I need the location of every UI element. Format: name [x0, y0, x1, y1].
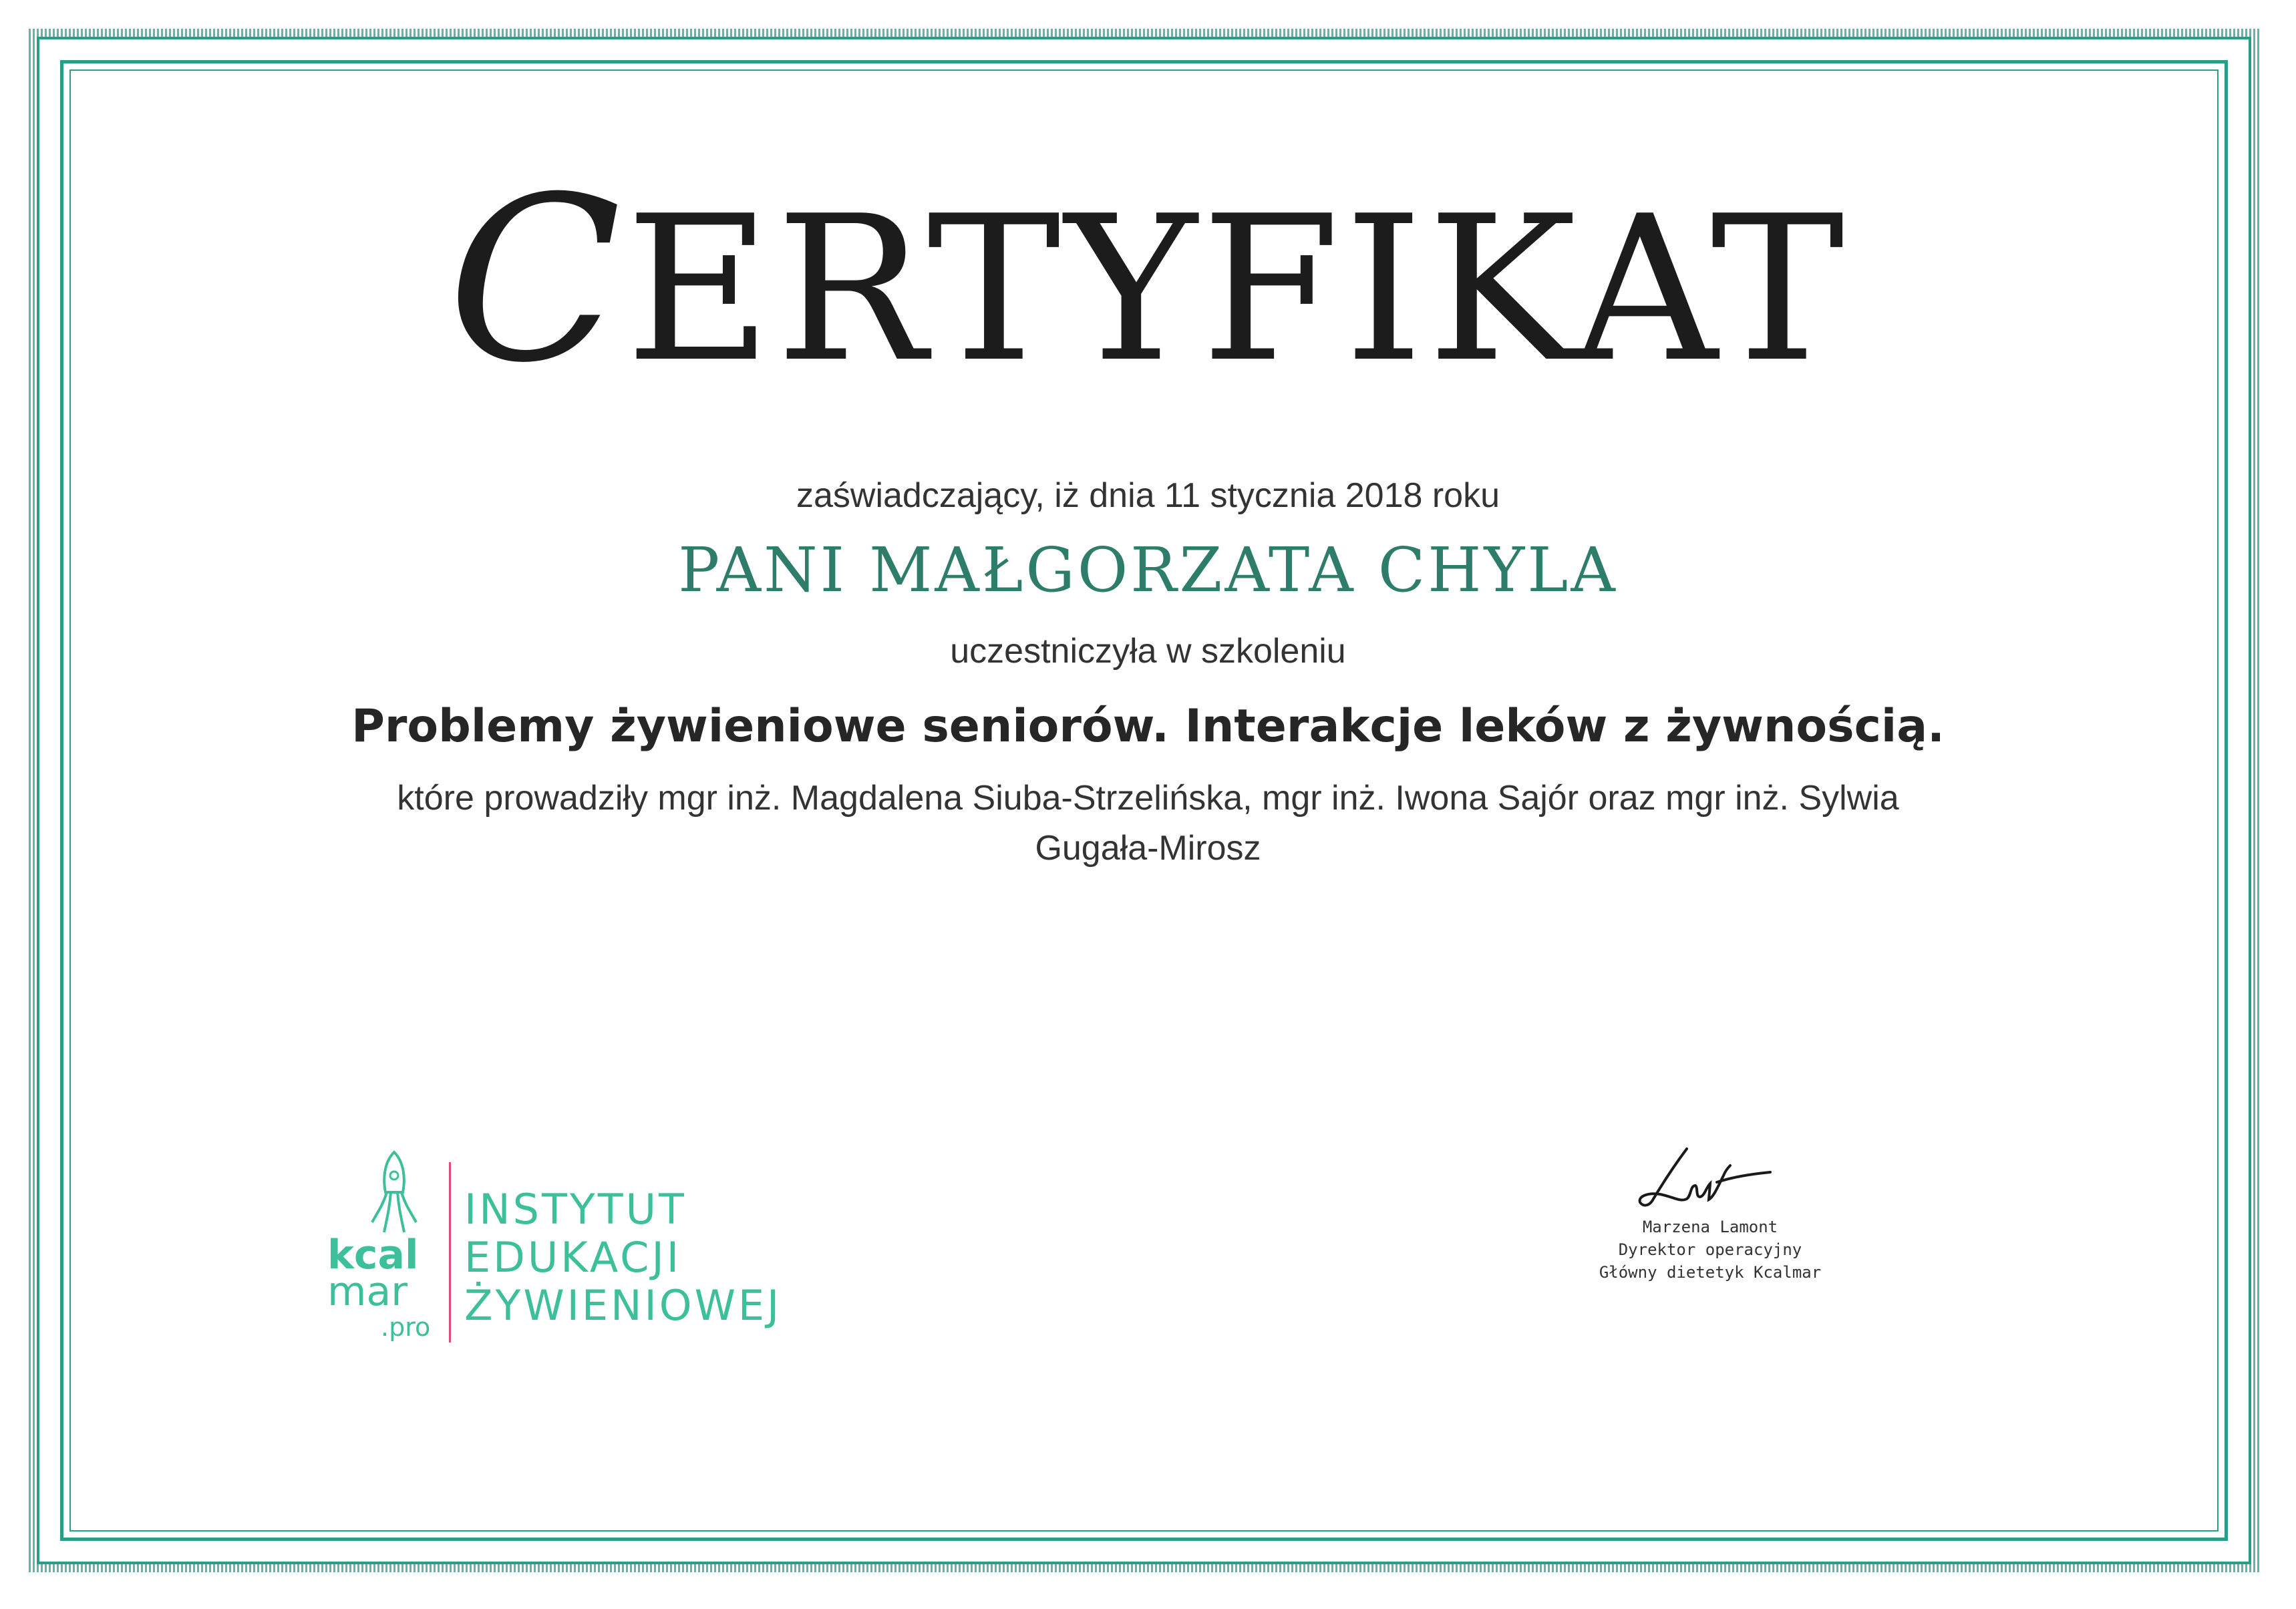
logo-line-3: ŻYWIENIOWEJ [464, 1281, 782, 1330]
logo-mar: mar [327, 1268, 407, 1315]
recipient-name: PANI MAŁGORZATA CHYLA [678, 534, 1618, 606]
logo-line-1: INSTYTUT [464, 1185, 687, 1234]
course-title: Problemy żywieniowe seniorów. Interakcje leków z żywnością. [351, 700, 1945, 753]
logo-pro: .pro [381, 1312, 431, 1342]
title-initial: C [448, 148, 626, 413]
trainers-line-2: Gugała-Mirosz [1035, 829, 1261, 868]
participation-line: uczestniczyła w szkoleniu [950, 632, 1346, 671]
signatory-role-1: Dyrektor operacyjny [1618, 1240, 1802, 1259]
title-rest: ERTYFIKAT [625, 173, 1848, 406]
signatory-name: Marzena Lamont [1642, 1218, 1778, 1236]
kcalmar-logo [321, 1149, 842, 1349]
squid-icon [364, 1149, 424, 1236]
signatory-role-2: Główny dietetyk Kcalmar [1599, 1263, 1822, 1282]
logo-institute-name [464, 1186, 782, 1330]
logo-kcal: kcal [327, 1232, 419, 1278]
handwritten-signature [1623, 1135, 1797, 1216]
trainers-line-1: które prowadziły mgr inż. Magdalena Siuba-Strzelińska, mgr inż. Iwona Sajór oraz mgr inż. Sylwia [397, 779, 1899, 818]
certificate-title [0, 148, 2296, 413]
signature-block [1556, 1135, 1864, 1284]
logo-line-2: EDUKACJI [464, 1233, 682, 1282]
certificate-intro: zaświadczający, iż dnia 11 stycznia 2018 roku [796, 476, 1500, 515]
logo-divider [449, 1162, 451, 1343]
